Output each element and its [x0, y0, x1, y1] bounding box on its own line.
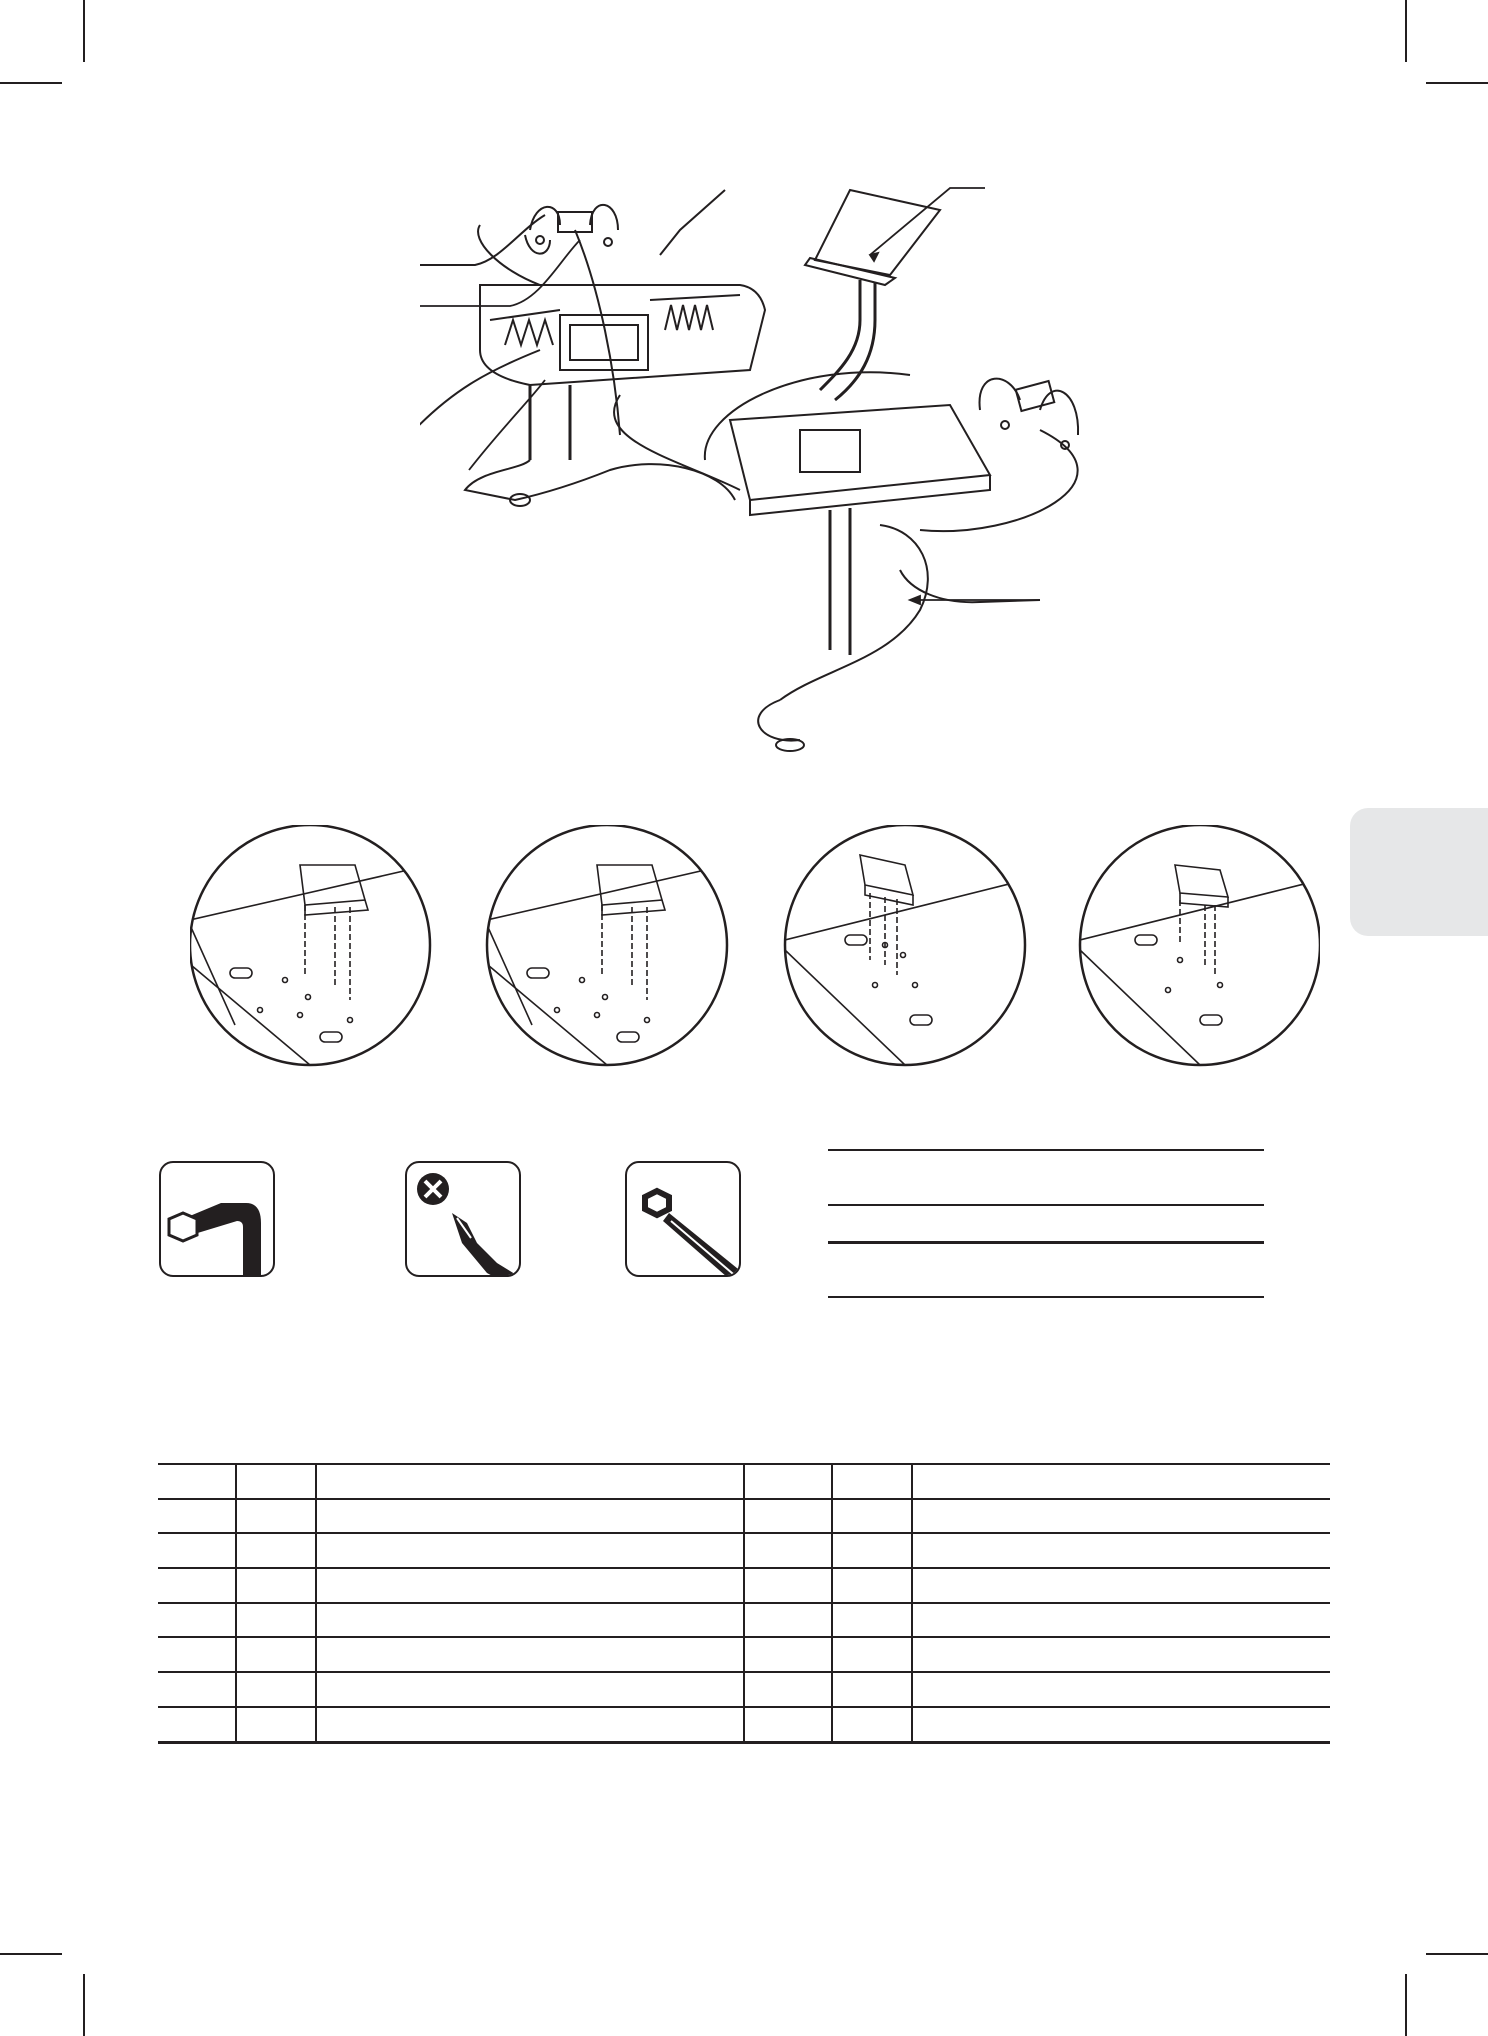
table-row [158, 1603, 1330, 1638]
table-cell [912, 1603, 1330, 1638]
table-cell [744, 1533, 832, 1568]
parts-table [158, 1463, 1330, 1744]
spec-line-4 [828, 1296, 1264, 1298]
table-cell [316, 1672, 744, 1707]
table-cell [316, 1603, 744, 1638]
table-cell [236, 1637, 316, 1672]
detail-views [190, 825, 1320, 1070]
table-cell [236, 1464, 316, 1499]
table-cell [316, 1637, 744, 1672]
table-cell [912, 1707, 1330, 1742]
table-cell [744, 1603, 832, 1638]
crop-mark [1426, 1953, 1488, 1955]
table-cell [832, 1499, 912, 1534]
table-cell [316, 1568, 744, 1603]
hex-key-icon [161, 1163, 275, 1277]
table-cell [158, 1499, 236, 1534]
table-cell [832, 1672, 912, 1707]
table-cell [316, 1533, 744, 1568]
callout-leader-1 [420, 240, 580, 306]
crop-mark [0, 1953, 62, 1955]
table-cell [744, 1672, 832, 1707]
table-row [158, 1533, 1330, 1568]
table-cell [316, 1499, 744, 1534]
table-cell [158, 1637, 236, 1672]
crop-mark [83, 1974, 85, 2036]
table-cell [158, 1533, 236, 1568]
table-row [158, 1707, 1330, 1742]
table-row [158, 1499, 1330, 1534]
table-cell [236, 1499, 316, 1534]
spec-line-1 [828, 1149, 1264, 1151]
table-row [158, 1637, 1330, 1672]
crop-mark [1405, 1974, 1407, 2036]
callout-leaders [0, 0, 1488, 800]
table-cell [236, 1533, 316, 1568]
table-cell [912, 1637, 1330, 1672]
table-cell [744, 1499, 832, 1534]
table-cell [158, 1603, 236, 1638]
table-row [158, 1568, 1330, 1603]
table-cell [832, 1603, 912, 1638]
tool-phillips-screwdriver [405, 1161, 521, 1277]
table-cell [744, 1464, 832, 1499]
table-cell [832, 1637, 912, 1672]
table-cell [236, 1672, 316, 1707]
table-cell [832, 1568, 912, 1603]
table-cell [912, 1672, 1330, 1707]
table-cell [158, 1464, 236, 1499]
table-cell [744, 1707, 832, 1742]
table-cell [158, 1707, 236, 1742]
table-cell [912, 1533, 1330, 1568]
callout-leader-3 [870, 188, 985, 255]
table-cell [912, 1464, 1330, 1499]
table-cell [236, 1568, 316, 1603]
detail-view-1 [190, 825, 430, 1065]
spec-line-2 [828, 1204, 1264, 1206]
detail-view-4 [1080, 825, 1320, 1065]
spec-line-3 [828, 1241, 1264, 1244]
tool-wrench [625, 1161, 741, 1277]
table-row [158, 1672, 1330, 1707]
wrench-icon [627, 1163, 741, 1277]
tool-hex-key [159, 1161, 275, 1277]
table-cell [236, 1603, 316, 1638]
table-cell [316, 1464, 744, 1499]
table-cell [316, 1707, 744, 1742]
callout-leader-2 [469, 380, 545, 470]
table-cell [832, 1533, 912, 1568]
table-cell [912, 1499, 1330, 1534]
phillips-screwdriver-icon [407, 1163, 521, 1277]
table-cell [744, 1568, 832, 1603]
table-cell [236, 1707, 316, 1742]
table-cell [912, 1568, 1330, 1603]
detail-view-3 [785, 825, 1025, 1065]
detail-view-2 [482, 825, 727, 1065]
table-cell [832, 1707, 912, 1742]
table-cell [158, 1568, 236, 1603]
table-cell [158, 1672, 236, 1707]
table-cell [832, 1464, 912, 1499]
section-tab [1350, 808, 1488, 936]
table-row [158, 1464, 1330, 1499]
table-cell [744, 1637, 832, 1672]
